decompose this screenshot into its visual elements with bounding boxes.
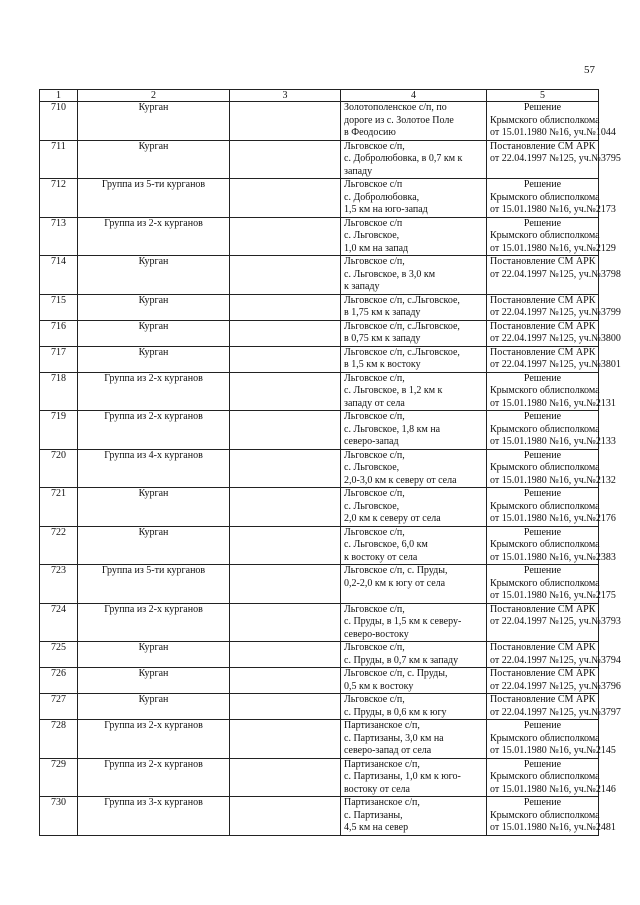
document-line: Решение — [523, 526, 562, 538]
location — [341, 140, 487, 179]
empty-cell — [230, 372, 341, 411]
document-ref — [487, 102, 616, 141]
document-line: Решение — [523, 372, 562, 384]
document-line: Крымского облисполкома — [490, 577, 600, 589]
monument-name: Группа из 3-х курганов — [78, 797, 230, 836]
document-line: Крымского облисполкома — [490, 771, 600, 782]
document-ref — [487, 720, 616, 759]
location-line: с. Льговское, 6,0 км — [344, 539, 428, 550]
monument-name: Группа из 2-х курганов — [78, 758, 230, 797]
location — [341, 256, 487, 295]
monument-name: Курган — [78, 140, 230, 179]
row-number: 711 — [40, 140, 78, 179]
location-line: 1,0 км на запад — [344, 242, 409, 254]
location — [341, 449, 487, 488]
document-line: от 22.04.1997 №125, уч.№3801 — [490, 359, 621, 370]
empty-cell — [230, 294, 341, 320]
empty-cell — [230, 526, 341, 565]
table-row — [40, 256, 599, 295]
header-col-4: 4 — [341, 90, 487, 102]
document-ref — [487, 565, 616, 604]
location-line: в Феодосию — [344, 127, 396, 138]
empty-cell — [230, 603, 341, 642]
table-row — [40, 642, 599, 668]
row-number: 712 — [40, 179, 78, 218]
location — [341, 346, 487, 372]
empty-cell — [230, 179, 341, 218]
location-line: Льговское с/п, — [344, 256, 405, 267]
empty-cell — [230, 668, 341, 694]
table-row — [40, 346, 599, 372]
document-line: Постановление СМ АРК — [490, 140, 596, 152]
location-line: с. Пруды, в 0,7 км к западу — [344, 654, 459, 666]
document-ref — [487, 642, 621, 668]
document-ref — [487, 526, 616, 565]
location — [341, 797, 487, 836]
document-line: Крымского облисполкома — [490, 191, 600, 203]
location-line: Льговское с/п, — [344, 694, 405, 705]
location — [341, 694, 487, 720]
document-line: Решение — [523, 179, 562, 190]
monument-name: Курган — [78, 294, 230, 320]
document-ref — [487, 758, 616, 797]
empty-cell — [230, 102, 341, 141]
empty-cell — [230, 217, 341, 256]
location-line: в 1,75 км к западу — [344, 307, 421, 318]
empty-cell — [230, 140, 341, 179]
table-body — [40, 102, 621, 836]
document-line: от 22.04.1997 №125, уч.№3798 — [490, 268, 621, 280]
location-line: с. Партизаны, 3,0 км на — [344, 732, 444, 744]
document-ref — [487, 346, 621, 372]
monument-name: Группа из 4-х курганов — [78, 449, 230, 488]
row-number: 715 — [40, 294, 78, 320]
empty-cell — [230, 565, 341, 604]
header-col-2: 2 — [78, 90, 230, 102]
monuments-table — [39, 89, 621, 836]
monument-name: Группа из 2-х курганов — [78, 411, 230, 450]
document-line: Постановление СМ АРК — [490, 668, 596, 679]
document-line: Крымского облисполкома — [490, 385, 600, 396]
document-line: Решение — [523, 411, 562, 422]
row-number: 716 — [40, 320, 78, 346]
document-ref — [487, 372, 616, 411]
location-line: Льговское с/п, — [344, 603, 405, 615]
document-ref — [487, 411, 616, 450]
document-ref — [487, 320, 621, 346]
location-line: с. Пруды, в 0,6 км к югу — [344, 706, 447, 718]
table-header-row — [40, 90, 599, 102]
document-line: Решение — [523, 758, 562, 770]
location-line: к востоку от села — [344, 551, 418, 563]
document-ref — [487, 488, 616, 527]
document-line: Решение — [523, 102, 562, 113]
document-line: Крымского облисполкома — [490, 500, 600, 512]
row-number: 719 — [40, 411, 78, 450]
location — [341, 526, 487, 565]
document-line: Постановление СМ АРК — [490, 294, 596, 306]
location — [341, 565, 487, 604]
empty-cell — [230, 346, 341, 372]
row-number: 723 — [40, 565, 78, 604]
table-row — [40, 179, 599, 218]
document-ref — [487, 256, 621, 295]
document-line: Крымского облисполкома — [490, 230, 600, 241]
document-line: Постановление СМ АРК — [490, 320, 596, 332]
location-line: в 0,75 км к западу — [344, 333, 421, 344]
row-number: 722 — [40, 526, 78, 565]
monument-name: Группа из 2-х курганов — [78, 720, 230, 759]
table-row — [40, 294, 599, 320]
row-number: 726 — [40, 668, 78, 694]
monument-name: Группа из 5-ти курганов — [78, 179, 230, 218]
location — [341, 294, 487, 320]
table-row — [40, 565, 599, 604]
location-line: с. Льговское, в 1,2 км к — [344, 385, 443, 396]
location-line: 1,5 км на юго-запад — [344, 204, 428, 215]
document-line: от 15.01.1980 №16, уч.№2132 — [490, 474, 616, 486]
monument-name: Курган — [78, 320, 230, 346]
location-line: Льговское с/п, с. Пруды, — [344, 668, 448, 679]
location — [341, 217, 487, 256]
location-line: 4,5 км на север — [344, 822, 409, 833]
location-line: Льговское с/п, с.Льговское, — [344, 346, 460, 358]
location-line: Партизанское с/п, — [344, 720, 420, 731]
table-row — [40, 140, 599, 179]
location-line: востоку от села — [344, 783, 410, 795]
location-line: к западу — [344, 281, 380, 292]
row-number: 710 — [40, 102, 78, 141]
location-line: Льговское с/п, с.Льговское, — [344, 294, 460, 306]
location — [341, 411, 487, 450]
location-line: с. Партизаны, — [344, 809, 403, 821]
document-line: Крымского облисполкома — [490, 732, 600, 744]
table-row — [40, 526, 599, 565]
document-line: Постановление СМ АРК — [490, 603, 596, 615]
location-line: северо-запад — [344, 436, 399, 447]
location — [341, 488, 487, 527]
row-number: 720 — [40, 449, 78, 488]
location — [341, 720, 487, 759]
document-ref — [487, 179, 616, 218]
location-line: Льговское с/п, — [344, 642, 405, 653]
table-row — [40, 320, 599, 346]
row-number: 713 — [40, 217, 78, 256]
document-line: от 22.04.1997 №125, уч.№3793 — [490, 616, 621, 627]
document-line: от 15.01.1980 №16, уч.№2131 — [490, 397, 616, 409]
location-line: Льговское с/п, — [344, 411, 405, 422]
empty-cell — [230, 411, 341, 450]
monument-name: Курган — [78, 102, 230, 141]
location-line: северо-востоку — [344, 628, 409, 640]
page-number: 57 — [584, 64, 595, 76]
document-ref — [487, 449, 616, 488]
monument-name: Курган — [78, 346, 230, 372]
document-line: от 22.04.1997 №125, уч.№3794 — [490, 654, 621, 666]
row-number: 725 — [40, 642, 78, 668]
monument-name: Группа из 2-х курганов — [78, 372, 230, 411]
header-col-3: 3 — [230, 90, 341, 102]
document-line: от 15.01.1980 №16, уч.№2176 — [490, 513, 616, 524]
document-ref — [487, 603, 621, 642]
location-line: с. Льговское, — [344, 230, 400, 241]
document-line: от 15.01.1980 №16, уч.№2129 — [490, 242, 616, 254]
document-line: Крымского облисполкома — [490, 423, 600, 435]
empty-cell — [230, 488, 341, 527]
location — [341, 320, 487, 346]
document-ref — [487, 797, 616, 836]
document-line: от 22.04.1997 №125, уч.№3796 — [490, 680, 621, 692]
empty-cell — [230, 449, 341, 488]
monument-name: Курган — [78, 256, 230, 295]
location — [341, 102, 487, 141]
location-line: Льговское с/п, — [344, 372, 405, 384]
empty-cell — [230, 720, 341, 759]
table-row — [40, 411, 599, 450]
location-line: западу от села — [344, 397, 405, 409]
row-number: 730 — [40, 797, 78, 836]
document-line: от 22.04.1997 №125, уч.№3795 — [490, 153, 621, 164]
empty-cell — [230, 758, 341, 797]
document-line: Решение — [523, 565, 562, 576]
row-number: 721 — [40, 488, 78, 527]
location-line: с. Льговское, — [344, 500, 400, 512]
document-line: Постановление СМ АРК — [490, 346, 596, 358]
row-number: 727 — [40, 694, 78, 720]
document-line: Решение — [523, 488, 562, 499]
document-line: от 15.01.1980 №16, уч.№2173 — [490, 204, 616, 215]
location-line: Льговское с/п, — [344, 140, 405, 152]
location-line: Льговское с/п, с.Льговское, — [344, 320, 460, 332]
location-line: 0,2-2,0 км к югу от села — [344, 577, 446, 589]
location — [341, 668, 487, 694]
empty-cell — [230, 797, 341, 836]
table-row — [40, 694, 599, 720]
monument-name: Группа из 2-х курганов — [78, 603, 230, 642]
monument-name: Курган — [78, 668, 230, 694]
location — [341, 642, 487, 668]
document-line: от 15.01.1980 №16, уч.№2146 — [490, 783, 616, 795]
document-ref — [487, 294, 621, 320]
monument-name: Курган — [78, 694, 230, 720]
document-line: от 22.04.1997 №125, уч.№3797 — [490, 706, 621, 718]
document-line: Решение — [523, 720, 562, 731]
document-line: от 15.01.1980 №16, уч.№1044 — [490, 127, 616, 138]
row-number: 718 — [40, 372, 78, 411]
empty-cell — [230, 256, 341, 295]
document-line: Крымского облисполкома — [490, 114, 600, 126]
document-line: Постановление СМ АРК — [490, 256, 596, 267]
monument-name: Курган — [78, 526, 230, 565]
table-row — [40, 758, 599, 797]
location-line: с. Добролюбовка, в 0,7 км к — [344, 153, 463, 164]
document-line: Решение — [523, 797, 562, 808]
monument-name: Курган — [78, 488, 230, 527]
location-line: Льговское с/п — [344, 217, 403, 229]
row-number: 714 — [40, 256, 78, 295]
empty-cell — [230, 320, 341, 346]
table-row — [40, 797, 599, 836]
location-line: Золотополенское с/п, по — [344, 102, 447, 113]
table-row — [40, 488, 599, 527]
location-line: 0,5 км к востоку — [344, 680, 414, 692]
header-col-5: 5 — [487, 90, 599, 102]
location — [341, 372, 487, 411]
location-line: с. Пруды, в 1,5 км к северу- — [344, 616, 462, 627]
document-line: от 15.01.1980 №16, уч.№2481 — [490, 822, 616, 833]
table-row — [40, 217, 599, 256]
document-line: Постановление СМ АРК — [490, 642, 596, 653]
location-line: западу — [344, 165, 373, 177]
empty-cell — [230, 694, 341, 720]
location-line: с. Добролюбовка, — [344, 191, 420, 203]
empty-cell — [230, 642, 341, 668]
document-line: Решение — [523, 217, 562, 229]
document-line: от 22.04.1997 №125, уч.№3800 — [490, 333, 621, 344]
location-line: северо-запад от села — [344, 745, 432, 756]
location-line: с. Льговское, — [344, 462, 400, 473]
table-row — [40, 603, 599, 642]
location-line: с. Льговское, 1,8 км на — [344, 423, 441, 435]
row-number: 728 — [40, 720, 78, 759]
location-line: 2,0-3,0 км к северу от села — [344, 474, 457, 486]
document-line: от 15.01.1980 №16, уч.№2133 — [490, 436, 616, 447]
monument-name: Группа из 2-х курганов — [78, 217, 230, 256]
table-row — [40, 372, 599, 411]
document-ref — [487, 140, 621, 179]
document-line: Крымского облисполкома — [490, 462, 600, 473]
row-number: 724 — [40, 603, 78, 642]
document-ref — [487, 668, 621, 694]
document-line: от 15.01.1980 №16, уч.№2175 — [490, 590, 616, 601]
location — [341, 603, 487, 642]
location-line: в 1,5 км к востоку — [344, 359, 421, 370]
table-row — [40, 102, 599, 141]
document-ref — [487, 217, 616, 256]
monument-name: Группа из 5-ти курганов — [78, 565, 230, 604]
location — [341, 758, 487, 797]
table-row — [40, 668, 599, 694]
location-line: Льговское с/п, с. Пруды, — [344, 565, 448, 576]
location-line: Льговское с/п, — [344, 526, 405, 538]
document-line: от 15.01.1980 №16, уч.№2145 — [490, 745, 616, 756]
location-line: дороге из с. Золотое Поле — [344, 114, 454, 126]
row-number: 729 — [40, 758, 78, 797]
document-line: Постановление СМ АРК — [490, 694, 596, 705]
document-line: Решение — [523, 449, 562, 461]
location-line: Партизанское с/п, — [344, 797, 420, 808]
document-line: от 22.04.1997 №125, уч.№3799 — [490, 307, 621, 318]
location-line: Партизанское с/п, — [344, 758, 420, 770]
document-line: от 15.01.1980 №16, уч.№2383 — [490, 551, 616, 563]
location-line: с. Льговское, в 3,0 км — [344, 268, 436, 280]
location-line: с. Партизаны, 1,0 км к юго- — [344, 771, 461, 782]
table-row — [40, 449, 599, 488]
table-row — [40, 720, 599, 759]
location-line: Льговское с/п — [344, 179, 403, 190]
document-ref — [487, 694, 621, 720]
location-line: 2,0 км к северу от села — [344, 513, 441, 524]
document-line: Крымского облисполкома — [490, 539, 600, 550]
header-col-1: 1 — [40, 90, 78, 102]
location — [341, 179, 487, 218]
row-number: 717 — [40, 346, 78, 372]
document-line: Крымского облисполкома — [490, 809, 600, 821]
location-line: Льговское с/п, — [344, 488, 405, 499]
location-line: Льговское с/п, — [344, 449, 405, 461]
monument-name: Курган — [78, 642, 230, 668]
